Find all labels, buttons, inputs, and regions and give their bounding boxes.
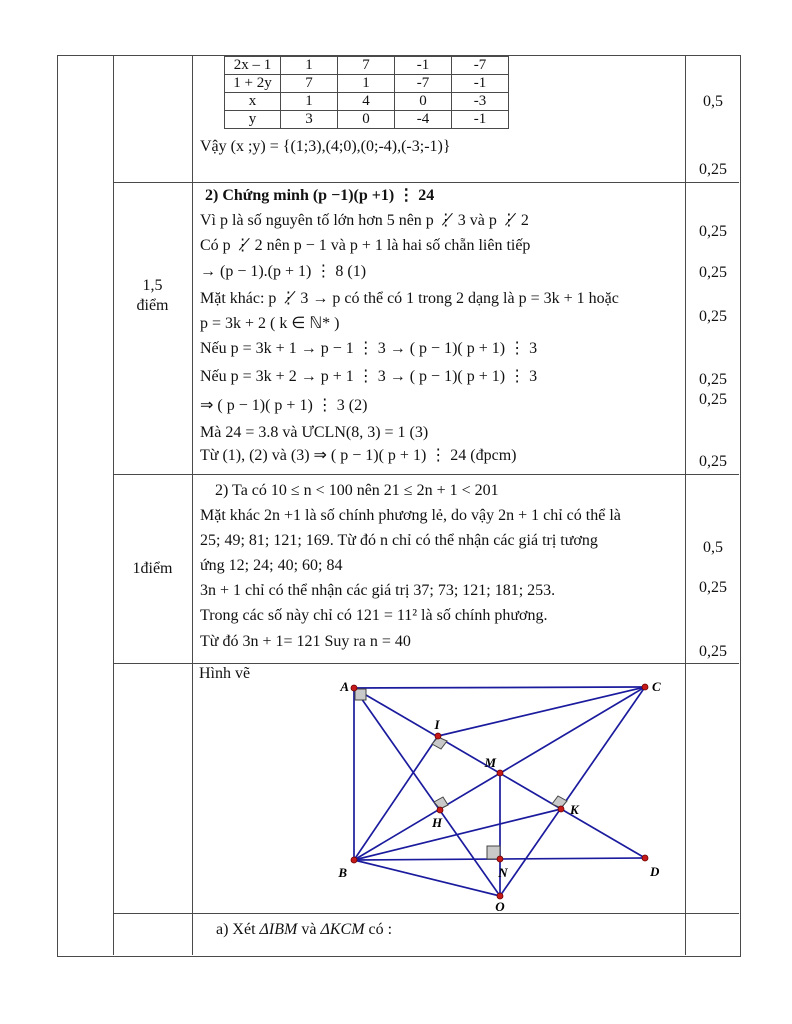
grid-hline-1 bbox=[113, 182, 739, 183]
solution-line: p = 3k + 2 ( k ∈ ℕ* ) bbox=[200, 315, 340, 332]
score-value: 0,25 bbox=[699, 223, 727, 240]
solution-line: Nếu p = 3k + 2 → p + 1 ⋮ 3 → ( p − 1)( p + 1) ⋮ 3 bbox=[200, 368, 538, 385]
point-label-N: N bbox=[498, 865, 508, 880]
value-table-cell: 1 + 2y bbox=[225, 75, 281, 93]
point-K bbox=[558, 806, 564, 812]
value-table-row bbox=[225, 75, 509, 93]
point-D bbox=[642, 855, 648, 861]
score-value: 0,25 bbox=[699, 308, 727, 325]
part-a-prefix: a) Xét bbox=[216, 921, 260, 938]
right-angle-mark-0 bbox=[355, 689, 366, 700]
value-table-cell: -1 bbox=[395, 57, 452, 75]
geometry-figure bbox=[192, 663, 685, 913]
value-table-cell: 3 bbox=[281, 111, 338, 129]
part-a-mid: và bbox=[297, 921, 321, 938]
segment-BI bbox=[354, 736, 438, 860]
figure-caption: Hình vẽ bbox=[199, 665, 251, 682]
solution-line: Mặt khác 2n +1 là số chính phương lẻ, do vậy 2n + 1 chỉ có thể là bbox=[200, 507, 621, 524]
part-a-suffix: có : bbox=[364, 921, 393, 938]
conclusion-line: Vậy (x ;y) = {(1;3),(4;0),(0;-4),(-3;-1)} bbox=[200, 138, 451, 155]
solution-line: Vì p là số nguyên tố lớn hơn 5 nên p ⋮̸ 3 và p ⋮̸ 2 bbox=[200, 212, 529, 229]
grid-vline-1 bbox=[113, 55, 114, 955]
value-table-cell: -1 bbox=[452, 75, 509, 93]
point-label-M: M bbox=[484, 755, 496, 770]
triangle-kcm: ΔKCM bbox=[320, 921, 365, 938]
score-value: 0,25 bbox=[699, 453, 727, 470]
point-label-A: A bbox=[340, 679, 349, 694]
solution-line: 25; 49; 81; 121; 169. Từ đó n chỉ có thể nhận các giá trị tương bbox=[200, 532, 598, 549]
point-label-D: D bbox=[650, 864, 660, 879]
grid-hline-2 bbox=[113, 474, 739, 475]
solution-value-table bbox=[224, 56, 509, 129]
value-table-cell: y bbox=[225, 111, 281, 129]
value-table-cell: 0 bbox=[338, 111, 395, 129]
point-label-H: H bbox=[431, 815, 443, 830]
value-table-cell: x bbox=[225, 93, 281, 111]
point-A bbox=[351, 685, 357, 691]
score-value: 0,5 bbox=[703, 539, 723, 556]
score-value: 0,25 bbox=[699, 391, 727, 408]
solution-line: 3n + 1 chỉ có thể nhận các giá trị 37; 73; 121; 181; 253. bbox=[200, 582, 556, 599]
proof-heading: 2) Chứng minh (p −1)(p +1) ⋮ 24 bbox=[205, 187, 435, 204]
points-row2-line1: 1,5 bbox=[142, 277, 163, 294]
value-table-cell: -3 bbox=[452, 93, 509, 111]
point-M bbox=[497, 770, 503, 776]
grid-vline-3 bbox=[685, 55, 686, 955]
points-cell-row3: 1điểm bbox=[132, 560, 173, 577]
value-table-cell: 1 bbox=[281, 57, 338, 75]
points-cell-row2 bbox=[113, 276, 192, 316]
value-table-cell: 2x – 1 bbox=[225, 57, 281, 75]
value-table-cell: 7 bbox=[281, 75, 338, 93]
solution-line: Mà 24 = 3.8 và ƯCLN(8, 3) = 1 (3) bbox=[200, 424, 429, 441]
point-label-K: K bbox=[570, 802, 579, 817]
score-value: 0,5 bbox=[703, 93, 723, 110]
segment-AC bbox=[354, 687, 645, 688]
point-label-C: C bbox=[652, 679, 661, 694]
point-label-B: B bbox=[338, 865, 347, 880]
value-table-cell: 1 bbox=[338, 75, 395, 93]
point-label-I: I bbox=[434, 717, 440, 732]
value-table-cell: -1 bbox=[452, 111, 509, 129]
point-B bbox=[351, 857, 357, 863]
score-value: 0,25 bbox=[699, 264, 727, 281]
value-table-row bbox=[225, 111, 509, 129]
solution-line: ứng 12; 24; 40; 60; 84 bbox=[200, 557, 343, 574]
solution-line: ⇒ ( p − 1)( p + 1) ⋮ 3 (2) bbox=[200, 397, 368, 414]
solution-line: Có p ⋮̸ 2 nên p − 1 và p + 1 là hai số chẵn liên tiếp bbox=[200, 237, 531, 254]
value-table-cell: 4 bbox=[338, 93, 395, 111]
solution-line: Trong các số này chỉ có 121 = 11² là số chính phương. bbox=[200, 607, 548, 624]
score-value: 0,25 bbox=[699, 371, 727, 388]
value-table-cell: 0 bbox=[395, 93, 452, 111]
score-value: 0,25 bbox=[699, 643, 727, 660]
value-table-cell: -4 bbox=[395, 111, 452, 129]
points-row2-line2: điểm bbox=[136, 297, 169, 314]
point-label-O: O bbox=[495, 899, 505, 913]
value-table-cell: -7 bbox=[452, 57, 509, 75]
solution-line: Mặt khác: p ⋮̸ 3 → p có thể có 1 trong 2 dạng là p = 3k + 1 hoặc bbox=[200, 290, 619, 307]
triangle-ibm: ΔIBM bbox=[259, 921, 298, 938]
solution-line: 2) Ta có 10 ≤ n < 100 nên 21 ≤ 2n + 1 < 201 bbox=[215, 482, 499, 499]
grid-hline-4 bbox=[113, 913, 739, 914]
point-C bbox=[642, 684, 648, 690]
value-table-row bbox=[225, 57, 509, 75]
value-table-row bbox=[225, 93, 509, 111]
value-table-cell: 1 bbox=[281, 93, 338, 111]
segment-CO bbox=[500, 687, 645, 896]
value-table-cell: -7 bbox=[395, 75, 452, 93]
solution-line: → (p − 1).(p + 1) ⋮ 8 (1) bbox=[200, 263, 367, 280]
score-value: 0,25 bbox=[699, 161, 727, 178]
point-N bbox=[497, 856, 503, 862]
point-I bbox=[435, 733, 441, 739]
part-a-line bbox=[216, 920, 392, 940]
point-H bbox=[437, 807, 443, 813]
solution-line: Từ đó 3n + 1= 121 Suy ra n = 40 bbox=[200, 633, 411, 650]
score-value: 0,25 bbox=[699, 579, 727, 596]
value-table-cell: 7 bbox=[338, 57, 395, 75]
solution-line: Từ (1), (2) và (3) ⇒ ( p − 1)( p + 1) ⋮ 24 (đpcm) bbox=[200, 447, 517, 464]
solution-line: Nếu p = 3k + 1 → p − 1 ⋮ 3 → ( p − 1)( p + 1) ⋮ 3 bbox=[200, 340, 538, 357]
segment-IC bbox=[438, 687, 645, 736]
